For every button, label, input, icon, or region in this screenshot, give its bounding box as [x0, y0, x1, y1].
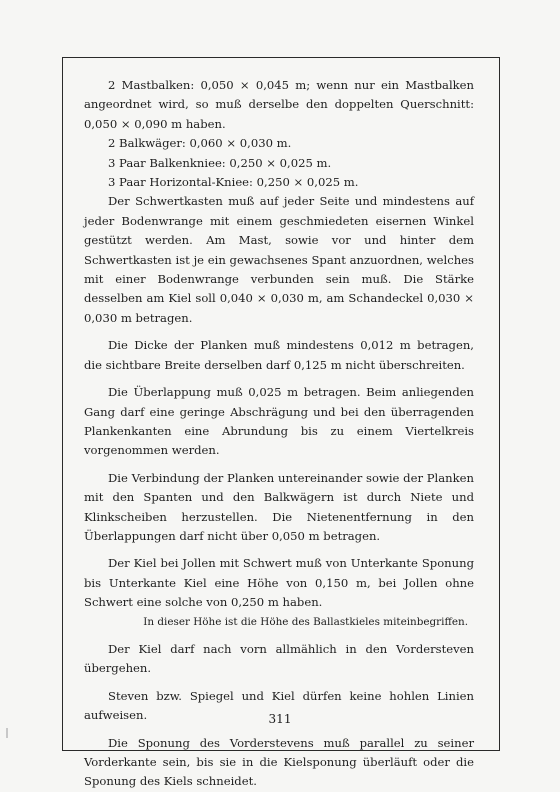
- text-body: [84, 76, 474, 792]
- paragraph-kiel-vordersteven: Der Kiel darf nach vorn allmählich in den Vordersteven übergehen.: [84, 641, 474, 676]
- paragraph-balkwaeger: 2 Balkwäger: 0,060 × 0,030 m.: [108, 136, 292, 151]
- paragraph-ueberlappung: Die Überlappung muß 0,025 m betragen. Beim anliegenden Gang darf eine geringe Abschrägung und bei den überragenden Plankenkanten eine Abrundung bis zu einem Viertelkreis vorgenommen werden.: [84, 385, 474, 458]
- page-number: 311: [268, 712, 292, 726]
- paragraph-planken-dicke: Die Dicke der Planken muß mindestens 0,012 m betragen, die sichtbare Breite derselben darf 0,125 m nicht überschreiten.: [84, 338, 474, 372]
- paragraph-sponung: Die Sponung des Vorderstevens muß parallel zu seiner Vorderkante sein, bis sie in die Kielsponung überläuft oder die Sponung des Kiels schneidet.: [84, 735, 474, 789]
- paragraph-mastbalken: 2 Mastbalken: 0,050 × 0,045 m; wenn nur ein Mastbalken angeordnet wird, so muß derselbe den doppelten Querschnitt: 0,050 × 0,090 m haben.: [84, 78, 474, 131]
- scan-margin-mark: [6, 728, 8, 738]
- paragraph-horizontal-kniee: 3 Paar Horizontal-Kniee: 0,250 × 0,025 m.: [108, 175, 359, 190]
- paragraph-balkenkniee: 3 Paar Balkenkniee: 0,250 × 0,025 m.: [108, 155, 332, 170]
- paragraph-steven-spiegel: Steven bzw. Spiegel und Kiel dürfen keine hohlen Linien aufweisen.: [84, 688, 474, 723]
- paragraph-verbindung: Die Verbindung der Planken untereinander sowie der Planken mit den Spanten und den Balkwägern ist durch Niete und Klinkscheiben herzustellen. Die Nietenentfernung in den Überlappungen darf nicht über 0,050 m betragen.: [84, 470, 474, 543]
- paragraph-schwertkasten: Der Schwertkasten muß auf jeder Seite und mindestens auf jeder Bodenwrange mit einem geschmiedeten eisernen Winkel gestützt werden. Am Mast, sowie vor und hinter dem Schwertkasten ist je ein gewachsenes Spant anzuordnen, welches mit einer Bodenwrange verbunden sein muß. Die Stärke desselben am Kiel soll 0,040 × 0,030 m, am Schandeckel 0,030 × 0,030 m betragen.: [84, 194, 474, 325]
- note-ballastkiel: In dieser Höhe ist die Höhe des Ballastkieles miteinbegriffen.: [143, 615, 468, 628]
- paragraph-kiel-hoehe: Der Kiel bei Jollen mit Schwert muß von Unterkante Sponung bis Unterkante Kiel eine Höhe von 0,150 m, bei Jollen ohne Schwert eine solche von 0,250 m haben.: [84, 556, 474, 610]
